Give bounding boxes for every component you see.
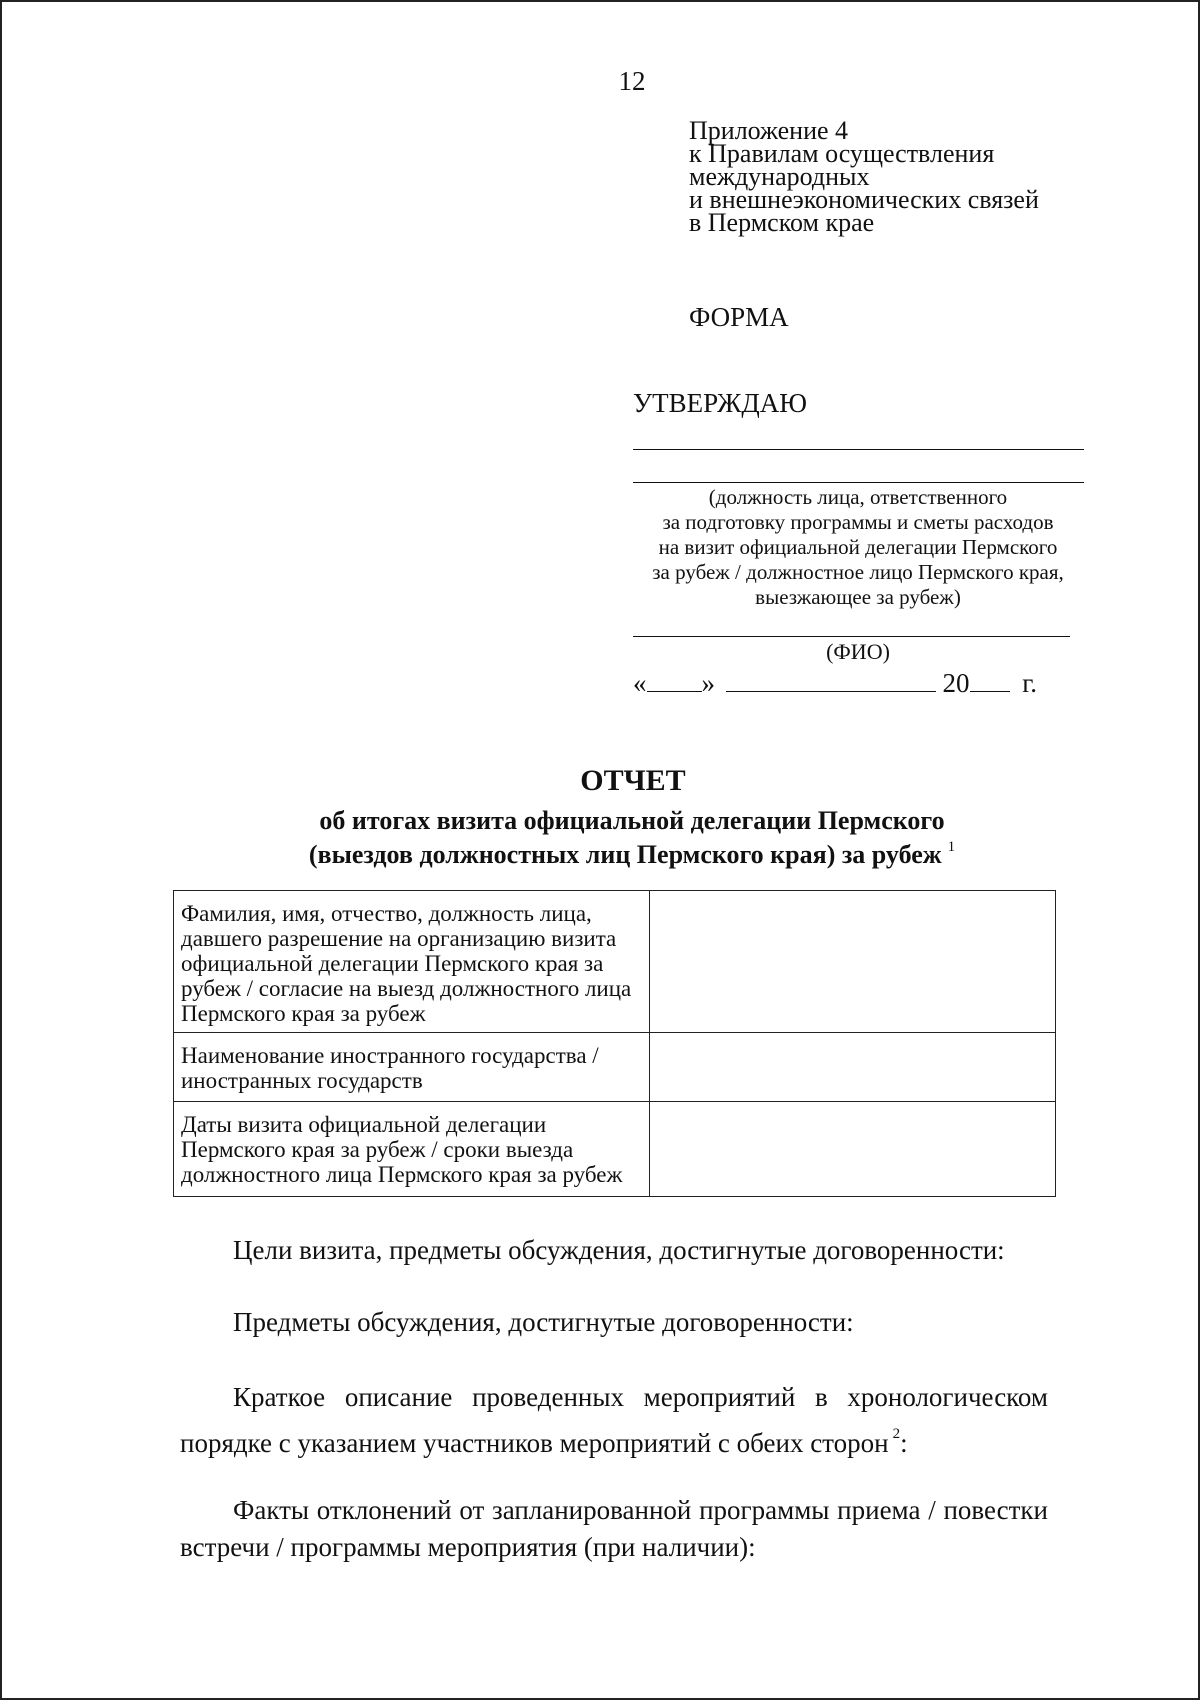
date-open-quote: « (633, 668, 647, 698)
footnote-mark: 1 (947, 839, 956, 855)
caption-line: на визит официальной делегации Пермского (658, 535, 1058, 559)
position-line (633, 482, 1084, 483)
fio-line (633, 636, 1070, 637)
row-value[interactable] (649, 891, 1055, 1033)
row-label: Фамилия, имя, отчество, должность лица, давшего разрешение на организацию визита официальной делегации Пермского края за рубеж / согласие на выезд должностного лица Пермского края за рубеж (174, 891, 650, 1033)
section-text: Факты отклонений от запланированной программы приема / повестки встречи / программы мероприятия (при наличии): (180, 1495, 1048, 1562)
appendix-line: Приложение 4 (689, 116, 849, 145)
section-events (180, 1379, 1048, 1462)
row-label: Даты визита официальной делегации Пермского края за рубеж / сроки выезда должностного лица Пермского края за рубеж (174, 1102, 650, 1197)
footnote-mark: 2 (892, 1426, 901, 1442)
appendix-header (689, 116, 1039, 237)
table-row (174, 1033, 1056, 1102)
approval-date (633, 668, 1037, 699)
position-caption (633, 485, 1083, 610)
info-table (173, 890, 1056, 1197)
table-row (174, 891, 1056, 1033)
page-number: 12 (618, 66, 646, 96)
caption-line: выезжающее за рубеж) (755, 585, 961, 609)
year-suffix: г. (1022, 668, 1038, 698)
caption-line: за подготовку программы и сметы расходов (662, 510, 1054, 534)
appendix-line: к Правилам осуществления (689, 139, 995, 168)
table-row (174, 1102, 1056, 1197)
subtitle-line: об итогах визита официальной делегации Пермского (319, 806, 945, 835)
appendix-line: и внешнеэкономических связей (689, 185, 1039, 214)
section-text: Цели визита, предметы обсуждения, достигнутые договоренности: (233, 1235, 1005, 1265)
section-text: Краткое описание проведенных мероприятий в хронологическом порядке с указанием участников мероприятий с обеих сторон (180, 1382, 1048, 1458)
caption-line: за рубеж / должностное лицо Пермского края, (652, 560, 1064, 584)
approval-title: УТВЕРЖДАЮ (633, 388, 808, 418)
form-label: ФОРМА (689, 302, 789, 332)
subtitle-line: (выездов должностных лиц Пермского края) за рубеж (308, 840, 942, 869)
subtitle-line-2 (232, 834, 1032, 868)
caption-line: (должность лица, ответственного (708, 485, 1008, 509)
section-subjects (180, 1304, 1048, 1341)
section-text: Предметы обсуждения, достигнутые договоренности: (233, 1307, 854, 1337)
report-subtitle (232, 807, 1032, 868)
section-colon: : (900, 1428, 908, 1458)
date-close-quote: » (701, 668, 715, 698)
signature-line (633, 449, 1084, 450)
section-goals (180, 1232, 1048, 1269)
appendix-line: в Пермском крае (689, 208, 875, 237)
section-deviations (180, 1492, 1048, 1566)
month-blank (726, 669, 936, 692)
appendix-line: международных (689, 162, 870, 191)
row-label: Наименование иностранного государства / иностранных государств (174, 1033, 650, 1102)
day-blank (647, 669, 702, 692)
year-prefix: 20 (942, 668, 970, 698)
year-blank (970, 669, 1010, 692)
report-title: ОТЧЕТ (580, 764, 686, 797)
row-value[interactable] (649, 1033, 1055, 1102)
row-value[interactable] (649, 1102, 1055, 1197)
fio-caption: (ФИО) (826, 639, 890, 664)
